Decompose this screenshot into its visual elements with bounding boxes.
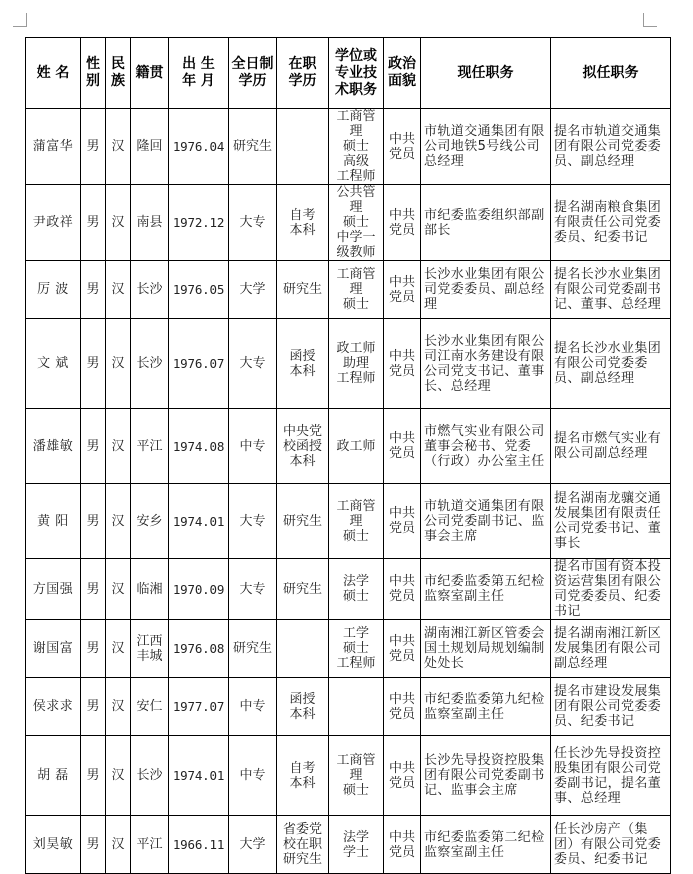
table-row <box>26 559 671 620</box>
cell-ethnicity: 汉 <box>106 736 131 816</box>
cell-inservice-edu: 研究生 <box>277 559 329 620</box>
cell-degree-title: 法学 学士 <box>329 816 384 874</box>
cell-degree-title: 工商管理 硕士 高级 工程师 <box>329 109 384 185</box>
cell-fulltime-edu: 中专 <box>229 409 277 484</box>
cell-political: 中共 党员 <box>384 185 421 261</box>
cell-current-post: 市轨道交通集团有限公司党委副书记、监事会主席 <box>421 484 551 559</box>
cell-gender: 男 <box>81 185 106 261</box>
header-gender: 性 别 <box>81 38 106 109</box>
cell-birth: 1976.05 <box>169 261 229 319</box>
cell-fulltime-edu: 大专 <box>229 319 277 409</box>
cell-inservice-edu: 函授 本科 <box>277 319 329 409</box>
cell-political: 中共 党员 <box>384 484 421 559</box>
cell-native-place: 长沙 <box>131 261 169 319</box>
cell-proposed-post: 提名湖南粮食集团有限责任公司党委委员、纪委书记 <box>551 185 671 261</box>
cell-birth: 1977.07 <box>169 678 229 736</box>
cell-ethnicity: 汉 <box>106 816 131 874</box>
cell-native-place: 安仁 <box>131 678 169 736</box>
cell-current-post: 长沙先导投资控股集团有限公司党委副书记、监事会主席 <box>421 736 551 816</box>
cell-birth: 1976.08 <box>169 620 229 678</box>
cell-ethnicity: 汉 <box>106 620 131 678</box>
cell-gender: 男 <box>81 319 106 409</box>
cell-inservice-edu: 自考 本科 <box>277 185 329 261</box>
cell-name: 黄 阳 <box>26 484 81 559</box>
cell-fulltime-edu: 大专 <box>229 484 277 559</box>
cell-birth: 1974.08 <box>169 409 229 484</box>
cell-gender: 男 <box>81 409 106 484</box>
cell-name: 尹政祥 <box>26 185 81 261</box>
header-row <box>26 38 671 109</box>
cell-native-place: 临湘 <box>131 559 169 620</box>
cell-inservice-edu <box>277 109 329 185</box>
cell-birth: 1972.12 <box>169 185 229 261</box>
cell-ethnicity: 汉 <box>106 409 131 484</box>
header-degree-title: 学位或 专业技 术职务 <box>329 38 384 109</box>
header-inservice-edu: 在职 学历 <box>277 38 329 109</box>
cell-gender: 男 <box>81 109 106 185</box>
cell-gender: 男 <box>81 816 106 874</box>
cell-ethnicity: 汉 <box>106 678 131 736</box>
cell-fulltime-edu: 中专 <box>229 736 277 816</box>
cell-degree-title: 政工师 <box>329 409 384 484</box>
cell-political: 中共 党员 <box>384 678 421 736</box>
cell-birth: 1966.11 <box>169 816 229 874</box>
cell-native-place: 江西 丰城 <box>131 620 169 678</box>
cell-degree-title: 法学 硕士 <box>329 559 384 620</box>
table-row <box>26 620 671 678</box>
cell-political: 中共 党员 <box>384 409 421 484</box>
cadre-nomination-table <box>25 37 671 874</box>
cell-degree-title: 政工师 助理 工程师 <box>329 319 384 409</box>
cell-name: 侯求求 <box>26 678 81 736</box>
cell-name: 潘雄敏 <box>26 409 81 484</box>
cell-inservice-edu: 研究生 <box>277 261 329 319</box>
cell-proposed-post: 提名市轨道交通集团有限公司党委委员、副总经理 <box>551 109 671 185</box>
cell-inservice-edu: 中央党 校函授 本科 <box>277 409 329 484</box>
cell-fulltime-edu: 研究生 <box>229 109 277 185</box>
cell-degree-title: 工商管理 硕士 <box>329 484 384 559</box>
cell-ethnicity: 汉 <box>106 484 131 559</box>
header-name: 姓 名 <box>26 38 81 109</box>
table-row <box>26 409 671 484</box>
cell-current-post: 市纪委监委第九纪检监察室副主任 <box>421 678 551 736</box>
cell-native-place: 平江 <box>131 816 169 874</box>
cell-current-post: 市纪委监委第五纪检监察室副主任 <box>421 559 551 620</box>
cell-political: 中共 党员 <box>384 261 421 319</box>
cell-current-post: 市轨道交通集团有限公司地铁5号线公司总经理 <box>421 109 551 185</box>
header-ethnicity: 民 族 <box>106 38 131 109</box>
cell-current-post: 长沙水业集团有限公司江南水务建设有限公司党支书记、董事长、总经理 <box>421 319 551 409</box>
header-proposed-post: 拟任职务 <box>551 38 671 109</box>
cell-proposed-post: 提名长沙水业集团有限公司党委副书记、董事、总经理 <box>551 261 671 319</box>
cell-degree-title <box>329 678 384 736</box>
cell-political: 中共 党员 <box>384 816 421 874</box>
header-current-post: 现任职务 <box>421 38 551 109</box>
table-row <box>26 678 671 736</box>
cell-proposed-post: 提名长沙水业集团有限公司党委委员、副总经理 <box>551 319 671 409</box>
cell-political: 中共 党员 <box>384 109 421 185</box>
cell-native-place: 长沙 <box>131 736 169 816</box>
cell-name: 蒲富华 <box>26 109 81 185</box>
cell-degree-title: 工学 硕士 工程师 <box>329 620 384 678</box>
cell-degree-title: 工商管理 硕士 <box>329 736 384 816</box>
crop-mark-top-right <box>643 13 657 27</box>
cell-proposed-post: 提名市燃气实业有限公司副总经理 <box>551 409 671 484</box>
cell-native-place: 南县 <box>131 185 169 261</box>
cell-birth: 1970.09 <box>169 559 229 620</box>
cell-proposed-post: 任长沙先导投资控股集团有限公司党委副书记，提名董事、总经理 <box>551 736 671 816</box>
cell-gender: 男 <box>81 736 106 816</box>
cell-birth: 1976.07 <box>169 319 229 409</box>
cell-name: 文 斌 <box>26 319 81 409</box>
cell-fulltime-edu: 大学 <box>229 816 277 874</box>
cell-fulltime-edu: 大学 <box>229 261 277 319</box>
table-row <box>26 319 671 409</box>
cell-gender: 男 <box>81 620 106 678</box>
cell-name: 方国强 <box>26 559 81 620</box>
cell-political: 中共 党员 <box>384 319 421 409</box>
cell-political: 中共 党员 <box>384 559 421 620</box>
cell-fulltime-edu: 中专 <box>229 678 277 736</box>
table-row <box>26 816 671 874</box>
cell-current-post: 市燃气实业有限公司董事会秘书、党委（行政）办公室主任 <box>421 409 551 484</box>
header-political: 政治 面貌 <box>384 38 421 109</box>
cell-political: 中共 党员 <box>384 620 421 678</box>
cell-birth: 1976.04 <box>169 109 229 185</box>
cell-current-post: 市纪委监委组织部副部长 <box>421 185 551 261</box>
cell-inservice-edu: 省委党 校在职 研究生 <box>277 816 329 874</box>
cell-ethnicity: 汉 <box>106 319 131 409</box>
cell-inservice-edu: 函授 本科 <box>277 678 329 736</box>
cell-fulltime-edu: 研究生 <box>229 620 277 678</box>
cell-degree-title: 公共管理 硕士 中学一 级教师 <box>329 185 384 261</box>
cell-current-post: 市纪委监委第二纪检监察室副主任 <box>421 816 551 874</box>
cell-gender: 男 <box>81 484 106 559</box>
cell-native-place: 平江 <box>131 409 169 484</box>
table-row <box>26 185 671 261</box>
cell-gender: 男 <box>81 261 106 319</box>
cell-name: 厉 波 <box>26 261 81 319</box>
cell-gender: 男 <box>81 678 106 736</box>
table-row <box>26 484 671 559</box>
cell-native-place: 隆回 <box>131 109 169 185</box>
cell-political: 中共 党员 <box>384 736 421 816</box>
cell-proposed-post: 提名湖南龙骧交通发展集团有限责任公司党委书记、董事长 <box>551 484 671 559</box>
cell-ethnicity: 汉 <box>106 185 131 261</box>
table-row <box>26 736 671 816</box>
cell-ethnicity: 汉 <box>106 559 131 620</box>
table-body <box>26 109 671 874</box>
table-row <box>26 261 671 319</box>
cell-birth: 1974.01 <box>169 736 229 816</box>
cell-fulltime-edu: 大专 <box>229 185 277 261</box>
cell-proposed-post: 提名市建设发展集团有限公司党委委员、纪委书记 <box>551 678 671 736</box>
cell-native-place: 长沙 <box>131 319 169 409</box>
cell-proposed-post: 提名市国有资本投资运营集团有限公司党委委员、纪委书记 <box>551 559 671 620</box>
table-row <box>26 109 671 185</box>
cell-name: 谢国富 <box>26 620 81 678</box>
crop-mark-top-left <box>13 13 27 27</box>
cell-name: 胡 磊 <box>26 736 81 816</box>
cell-ethnicity: 汉 <box>106 261 131 319</box>
cell-inservice-edu <box>277 620 329 678</box>
cell-birth: 1974.01 <box>169 484 229 559</box>
cell-current-post: 长沙水业集团有限公司党委委员、副总经理 <box>421 261 551 319</box>
cell-gender: 男 <box>81 559 106 620</box>
header-birth: 出 生 年 月 <box>169 38 229 109</box>
cell-current-post: 湖南湘江新区管委会国土规划局规划编制处处长 <box>421 620 551 678</box>
cell-proposed-post: 任长沙房产（集团）有限公司党委委员、纪委书记 <box>551 816 671 874</box>
cell-ethnicity: 汉 <box>106 109 131 185</box>
cell-inservice-edu: 研究生 <box>277 484 329 559</box>
cell-proposed-post: 提名湖南湘江新区发展集团有限公司副总经理 <box>551 620 671 678</box>
cell-inservice-edu: 自考 本科 <box>277 736 329 816</box>
header-fulltime-edu: 全日制 学历 <box>229 38 277 109</box>
cell-fulltime-edu: 大专 <box>229 559 277 620</box>
cell-native-place: 安乡 <box>131 484 169 559</box>
cell-degree-title: 工商管理 硕士 <box>329 261 384 319</box>
cell-name: 刘昊敏 <box>26 816 81 874</box>
header-native-place: 籍贯 <box>131 38 169 109</box>
